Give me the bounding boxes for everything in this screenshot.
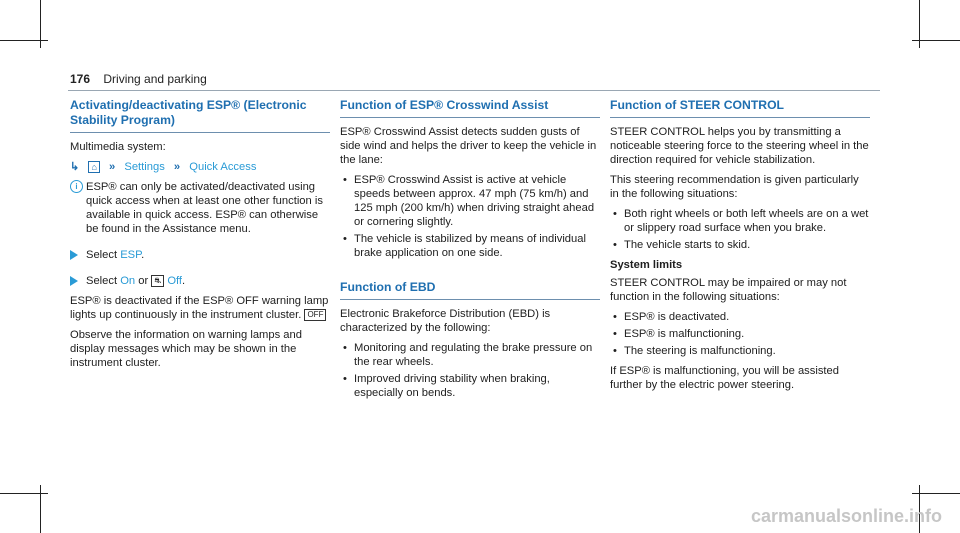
list-item-text: ESP® is deactivated. — [624, 311, 730, 323]
list-item — [340, 372, 600, 400]
list-item-text: The vehicle is stabilized by means of individual brake application on one side. — [354, 233, 586, 259]
nav-settings[interactable]: Settings — [124, 161, 165, 173]
page-number: 176 — [70, 72, 91, 86]
chevron-icon: » — [173, 161, 181, 173]
bullet-icon: • — [343, 233, 347, 245]
column-esp — [70, 98, 330, 376]
bullet-icon: • — [343, 174, 347, 186]
step-suffix: . — [182, 275, 186, 287]
ebd-list — [340, 341, 600, 400]
steer-situations-list — [610, 207, 870, 252]
list-item — [610, 344, 870, 358]
list-item-text: Both right wheels or both left wheels are on a wet or slippery road surface when you brake. — [624, 208, 869, 234]
heading-crosswind: Function of ESP® Crosswind Assist — [340, 98, 600, 118]
bullet-icon: • — [343, 342, 347, 354]
esp-warning-lamp-icon — [304, 309, 326, 321]
para-limits: STEER CONTROL may be impaired or may not function in the following situations: — [610, 277, 847, 303]
home-icon: ⌂ — [88, 161, 99, 173]
bullet-icon: • — [613, 311, 617, 323]
step-suffix: . — [141, 249, 145, 261]
list-item — [340, 341, 600, 369]
list-item — [610, 238, 870, 252]
note-text: ESP® can only be activated/deactivated using quick access when at least one other function is available in quick access. ESP® can otherwise be found in the Assistance menu. — [86, 181, 323, 235]
on-link[interactable]: On — [120, 275, 136, 287]
list-item-text: Monitoring and regulating the brake pressure on the rear wheels. — [354, 342, 593, 368]
step-text: Select — [86, 275, 118, 287]
heading-steer-control: Function of STEER CONTROL — [610, 98, 870, 118]
list-item — [340, 232, 600, 260]
bullet-icon: • — [343, 373, 347, 385]
step-select-on-off — [70, 274, 330, 288]
list-item-text: The vehicle starts to skid. — [624, 239, 751, 251]
list-item-text: ESP® Crosswind Assist is active at vehicle speeds between approx. 47 mph (75 km/h) and 125 mph (200 km/h) when driving straight ahead or cornering slightly. — [354, 174, 595, 228]
para-crosswind: ESP® Crosswind Assist detects sudden gusts of side wind and helps the driver to keep the vehicle in the lane: — [340, 126, 597, 166]
subheading-system-limits: System limits — [610, 259, 683, 271]
para-malfunction: If ESP® is malfunctioning, you will be assisted further by the electric power steering. — [610, 365, 839, 391]
para-observe: Observe the information on warning lamps and display messages which may be shown in the instrument cluster. — [70, 329, 302, 369]
esp-link[interactable]: ESP — [120, 249, 142, 261]
step-arrow-icon — [70, 250, 78, 260]
crop-mark — [912, 40, 960, 41]
watermark: carmanualsonline.info — [750, 506, 942, 526]
bullet-icon: • — [613, 239, 617, 251]
step-text: Select — [86, 249, 118, 261]
arrow-icon: ↳ — [70, 161, 80, 173]
esp-off-icon: ⛐ — [151, 275, 164, 287]
list-item-text: The steering is malfunctioning. — [624, 345, 776, 357]
off-link[interactable]: Off — [167, 275, 183, 287]
para-steer-recommendation: This steering recommendation is given particularly in the following situations: — [610, 174, 859, 200]
crop-mark — [912, 493, 960, 494]
step-arrow-icon — [70, 276, 78, 286]
crop-mark — [0, 493, 48, 494]
header-divider — [68, 90, 880, 91]
section-title: Driving and parking — [103, 72, 207, 86]
heading-ebd: Function of EBD — [340, 280, 600, 300]
list-item — [610, 327, 870, 341]
icon-label: OFF — [307, 310, 324, 319]
bullet-icon: • — [613, 328, 617, 340]
info-note — [70, 180, 330, 236]
system-label: Multimedia system: — [70, 141, 166, 153]
list-item-text: Improved driving stability when braking, especially on bends. — [354, 373, 550, 399]
crosswind-list — [340, 173, 600, 260]
list-item — [610, 310, 870, 324]
nav-quick-access[interactable]: Quick Access — [189, 161, 257, 173]
crop-mark — [0, 40, 48, 41]
para-deactivated-text: ESP® is deactivated if the ESP® OFF warning lamp lights up continuously in the instrument cluster. — [70, 295, 329, 321]
step-select-esp — [70, 248, 330, 262]
column-crosswind-ebd — [340, 98, 600, 406]
list-item — [610, 207, 870, 235]
para-deactivated — [70, 294, 330, 322]
list-item — [340, 173, 600, 229]
info-icon: i — [70, 180, 83, 193]
bullet-icon: • — [613, 345, 617, 357]
bullet-icon: • — [613, 208, 617, 220]
chevron-icon: » — [109, 161, 116, 173]
heading-activate-esp: Activating/deactivating ESP® (Electronic Stability Program) — [70, 98, 330, 133]
limits-list — [610, 310, 870, 358]
para-ebd: Electronic Brakeforce Distribution (EBD) is characterized by the following: — [340, 308, 551, 334]
nav-path — [70, 160, 330, 174]
page-header — [70, 72, 207, 86]
column-steer-control — [610, 98, 870, 398]
para-steer-intro: STEER CONTROL helps you by transmitting a noticeable steering force to the steering wheel in the direction required for vehicle stabilization. — [610, 126, 869, 166]
step-text: or — [138, 275, 149, 287]
list-item-text: ESP® is malfunctioning. — [624, 328, 745, 340]
